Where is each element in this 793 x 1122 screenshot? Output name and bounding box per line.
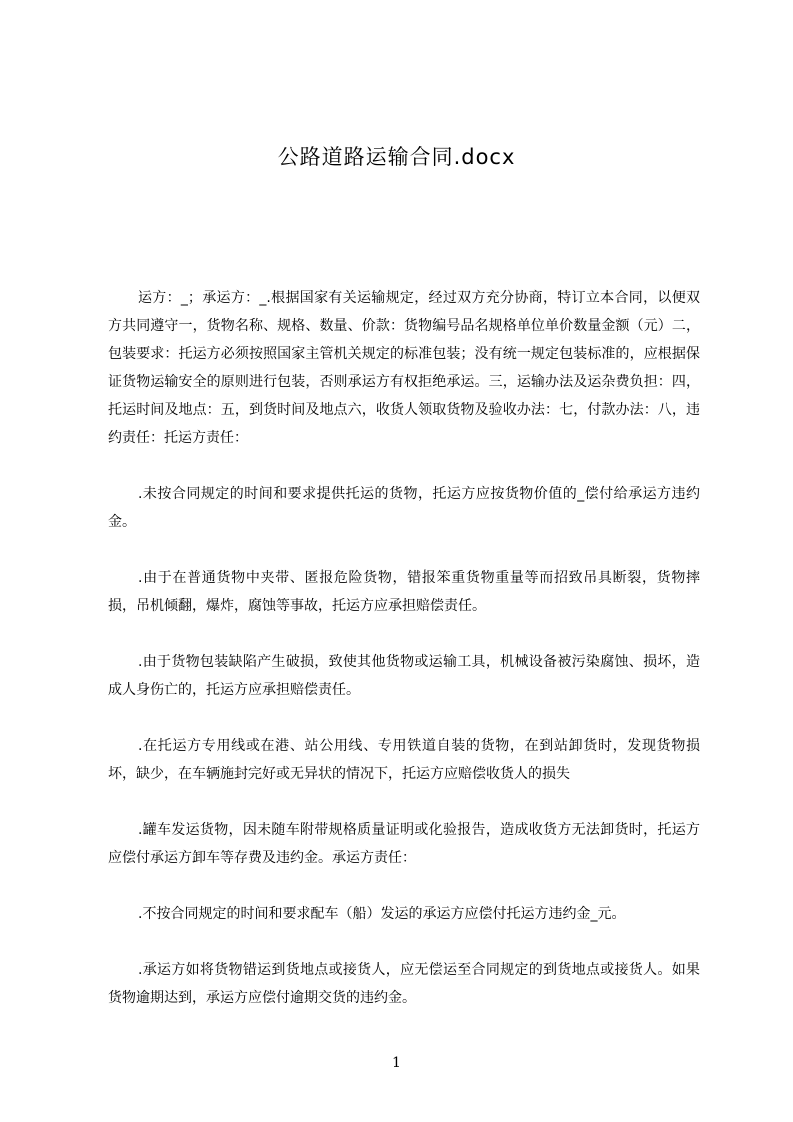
document-body [108, 284, 700, 1012]
document-title: 公路道路运输合同.docx [277, 145, 516, 169]
paragraph-carrier-clause-1: .不按合同规定的时间和要求配车（船）发运的承运方应偿付托运方违约金_元。 [138, 906, 626, 922]
paragraph-shipper-clause-2: .由于在普通货物中夹带、匿报危险货物，错报笨重货物重量等而招致吊具断裂，货物摔损，吊机倾翻，爆炸，腐蚀等事故，托运方应承担赔偿责任。 [108, 570, 700, 614]
page-number: 1 [392, 1055, 401, 1071]
paragraph-shipper-clause-5: .罐车发运货物，因未随车附带规格质量证明或化验报告，造成收货方无法卸货时，托运方应偿付承运方卸车等存费及违约金。承运方责任： [108, 822, 700, 866]
paragraph-intro: 运方：_；承运方：_.根据国家有关运输规定，经过双方充分协商，特订立本合同，以便双方共同遵守一，货物名称、规格、数量、价款：货物编号品名规格单位单价数量金额（元）二，包装要求：托运方必须按照国家主管机关规定的标准包装；没有统一规定包装标准的，应根据保证货物运输安全的原则进行包装，否则承运方有权拒绝承运。三，运输办法及运杂费负担：四，托运时间及地点：五，到货时间及地点六，收货人领取货物及验收办法：七，付款办法：八，违约责任：托运方责任： [108, 290, 700, 446]
paragraph-shipper-clause-3: .由于货物包装缺陷产生破损，致使其他货物或运输工具，机械设备被污染腐蚀、损坏，造成人身伤亡的，托运方应承担赔偿责任。 [108, 654, 700, 698]
paragraph-shipper-clause-1: .未按合同规定的时间和要求提供托运的货物，托运方应按货物价值的_偿付给承运方违约金。 [108, 486, 700, 530]
paragraph-shipper-clause-4: .在托运方专用线或在港、站公用线、专用铁道自装的货物，在到站卸货时，发现货物损坏，缺少，在车辆施封完好或无异状的情况下，托运方应赔偿收货人的损失 [108, 738, 700, 782]
paragraph-carrier-clause-2: .承运方如将货物错运到货地点或接货人，应无偿运至合同规定的到货地点或接货人。如果货物逾期达到，承运方应偿付逾期交货的违约金。 [108, 962, 700, 1006]
